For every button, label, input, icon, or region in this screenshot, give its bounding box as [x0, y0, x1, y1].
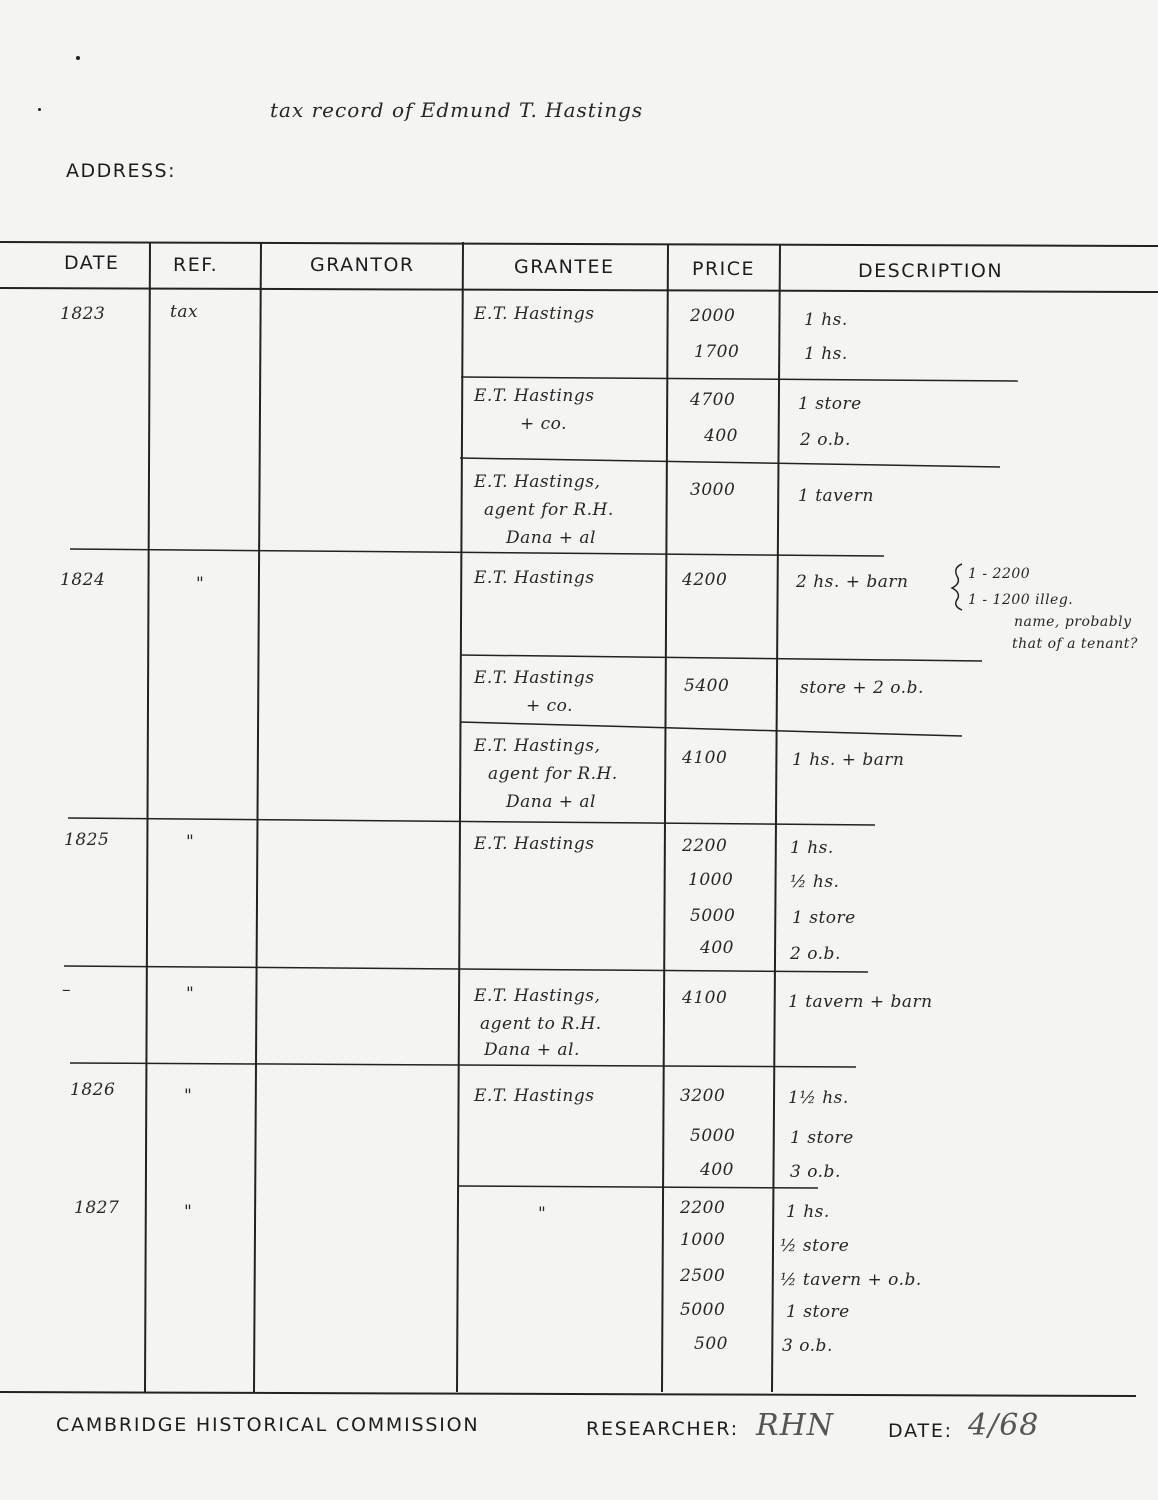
- row-rule: [460, 655, 982, 661]
- description-cell: 2 o.b.: [800, 430, 851, 450]
- grantee-cell: E.T. Hastings: [474, 568, 595, 588]
- column-divider-description: [772, 244, 780, 1392]
- header-bottom-rule: [0, 288, 1158, 292]
- row-rule: [70, 549, 884, 556]
- description-cell: 1 hs.: [790, 838, 834, 858]
- date-cell: 1827: [74, 1198, 120, 1218]
- ref-cell: tax: [170, 302, 199, 322]
- grantee-cell: E.T. Hastings: [474, 834, 595, 854]
- ref-cell: ": [186, 832, 195, 852]
- grantee-cell: E.T. Hastings: [474, 668, 595, 688]
- row-rule: [460, 722, 962, 736]
- address-label: ADDRESS:: [66, 160, 176, 182]
- description-cell: 1 hs.: [804, 310, 848, 330]
- description-cell: 1 hs.: [786, 1202, 830, 1222]
- price-cell: 400: [700, 938, 734, 958]
- grantee-cell: E.T. Hastings: [474, 386, 595, 406]
- column-header-description: DESCRIPTION: [858, 260, 1004, 282]
- price-cell: 2000: [690, 306, 736, 326]
- description-cell: 3 o.b.: [790, 1162, 841, 1182]
- price-cell: 4100: [682, 988, 728, 1008]
- grantee-cell: + co.: [520, 414, 568, 434]
- researcher-initials: RHN: [756, 1408, 834, 1443]
- price-cell: 3200: [680, 1086, 726, 1106]
- column-header-date: DATE: [64, 252, 120, 274]
- description-cell: 1 tavern: [798, 486, 874, 506]
- price-cell: 4700: [690, 390, 736, 410]
- column-header-grantor: GRANTOR: [310, 254, 415, 276]
- header-top-rule: [0, 242, 1158, 246]
- researcher-label: RESEARCHER:: [586, 1418, 739, 1440]
- price-cell: 1000: [688, 870, 734, 890]
- description-note: that of a tenant?: [1012, 636, 1138, 652]
- row-rule: [68, 818, 875, 825]
- price-cell: 400: [704, 426, 738, 446]
- grantee-cell: agent to R.H.: [480, 1014, 602, 1034]
- grantee-cell: E.T. Hastings,: [474, 736, 601, 756]
- row-rule: [461, 377, 1018, 381]
- price-cell: 5000: [690, 906, 736, 926]
- price-cell: 1000: [680, 1230, 726, 1250]
- description-cell: 1 tavern + barn: [788, 992, 933, 1012]
- row-rule: [70, 1063, 856, 1067]
- footer-rule: [0, 1392, 1136, 1396]
- price-cell: 2200: [682, 836, 728, 856]
- column-divider-grantee: [457, 242, 463, 1392]
- description-cell: 1 store: [798, 394, 862, 414]
- column-header-price: PRICE: [692, 258, 756, 280]
- price-cell: 1700: [694, 342, 740, 362]
- column-divider-grantor: [254, 242, 261, 1392]
- date-cell: 1826: [70, 1080, 116, 1100]
- grantee-cell: + co.: [526, 696, 574, 716]
- description-cell: 2 hs. + barn: [796, 572, 909, 592]
- description-cell: 1 hs.: [804, 344, 848, 364]
- row-rule: [458, 1186, 818, 1188]
- price-cell: 5000: [690, 1126, 736, 1146]
- description-note: name, probably: [1014, 614, 1132, 630]
- description-cell: 1 store: [790, 1128, 854, 1148]
- date-cell: 1823: [60, 304, 106, 324]
- description-cell: store + 2 o.b.: [800, 678, 924, 698]
- record-title: tax record of Edmund T. Hastings: [270, 98, 644, 122]
- ref-cell: ": [196, 574, 205, 594]
- record-date: 4/68: [968, 1408, 1040, 1443]
- grantee-cell: E.T. Hastings,: [474, 986, 601, 1006]
- grantee-cell: agent for R.H.: [488, 764, 618, 784]
- description-cell: 1½ hs.: [788, 1088, 849, 1108]
- description-note: 1 - 1200 illeg.: [968, 592, 1074, 608]
- grantee-cell: E.T. Hastings: [474, 1086, 595, 1106]
- column-header-grantee: GRANTEE: [514, 256, 615, 278]
- price-cell: 5000: [680, 1300, 726, 1320]
- date-cell: 1825: [64, 830, 110, 850]
- price-cell: 2200: [680, 1198, 726, 1218]
- organization-name: CAMBRIDGE HISTORICAL COMMISSION: [56, 1414, 480, 1436]
- description-cell: ½ store: [780, 1236, 850, 1256]
- row-rule: [64, 966, 868, 972]
- description-note: 1 - 2200: [968, 566, 1031, 582]
- row-rule: [460, 458, 1000, 467]
- description-cell: ½ hs.: [790, 872, 840, 892]
- price-cell: 4200: [682, 570, 728, 590]
- ref-cell: ": [186, 984, 195, 1004]
- grantee-cell: ": [538, 1204, 547, 1224]
- grantee-cell: E.T. Hastings: [474, 304, 595, 324]
- description-cell: 2 o.b.: [790, 944, 841, 964]
- brace-mark: [952, 564, 962, 610]
- price-cell: 2500: [680, 1266, 726, 1286]
- description-cell: 1 hs. + barn: [792, 750, 905, 770]
- grantee-cell: Dana + al.: [484, 1040, 580, 1060]
- grantee-cell: agent for R.H.: [484, 500, 614, 520]
- date-label: DATE:: [888, 1420, 953, 1442]
- description-cell: ½ tavern + o.b.: [780, 1270, 922, 1290]
- price-cell: 500: [694, 1334, 728, 1354]
- price-cell: 5400: [684, 676, 730, 696]
- grantee-cell: Dana + al: [506, 528, 596, 548]
- ref-cell: ": [184, 1202, 193, 1222]
- description-cell: 1 store: [786, 1302, 850, 1322]
- grantee-cell: Dana + al: [506, 792, 596, 812]
- description-cell: 1 store: [792, 908, 856, 928]
- price-cell: 400: [700, 1160, 734, 1180]
- column-divider-price: [662, 244, 668, 1392]
- price-cell: 3000: [690, 480, 736, 500]
- description-cell: 3 o.b.: [782, 1336, 833, 1356]
- column-header-ref: REF.: [173, 254, 219, 276]
- date-cell: 1824: [60, 570, 106, 590]
- column-divider-ref: [145, 242, 150, 1392]
- price-cell: 4100: [682, 748, 728, 768]
- ref-cell: ": [184, 1086, 193, 1106]
- grantee-cell: E.T. Hastings,: [474, 472, 601, 492]
- date-cell: –: [62, 980, 71, 1000]
